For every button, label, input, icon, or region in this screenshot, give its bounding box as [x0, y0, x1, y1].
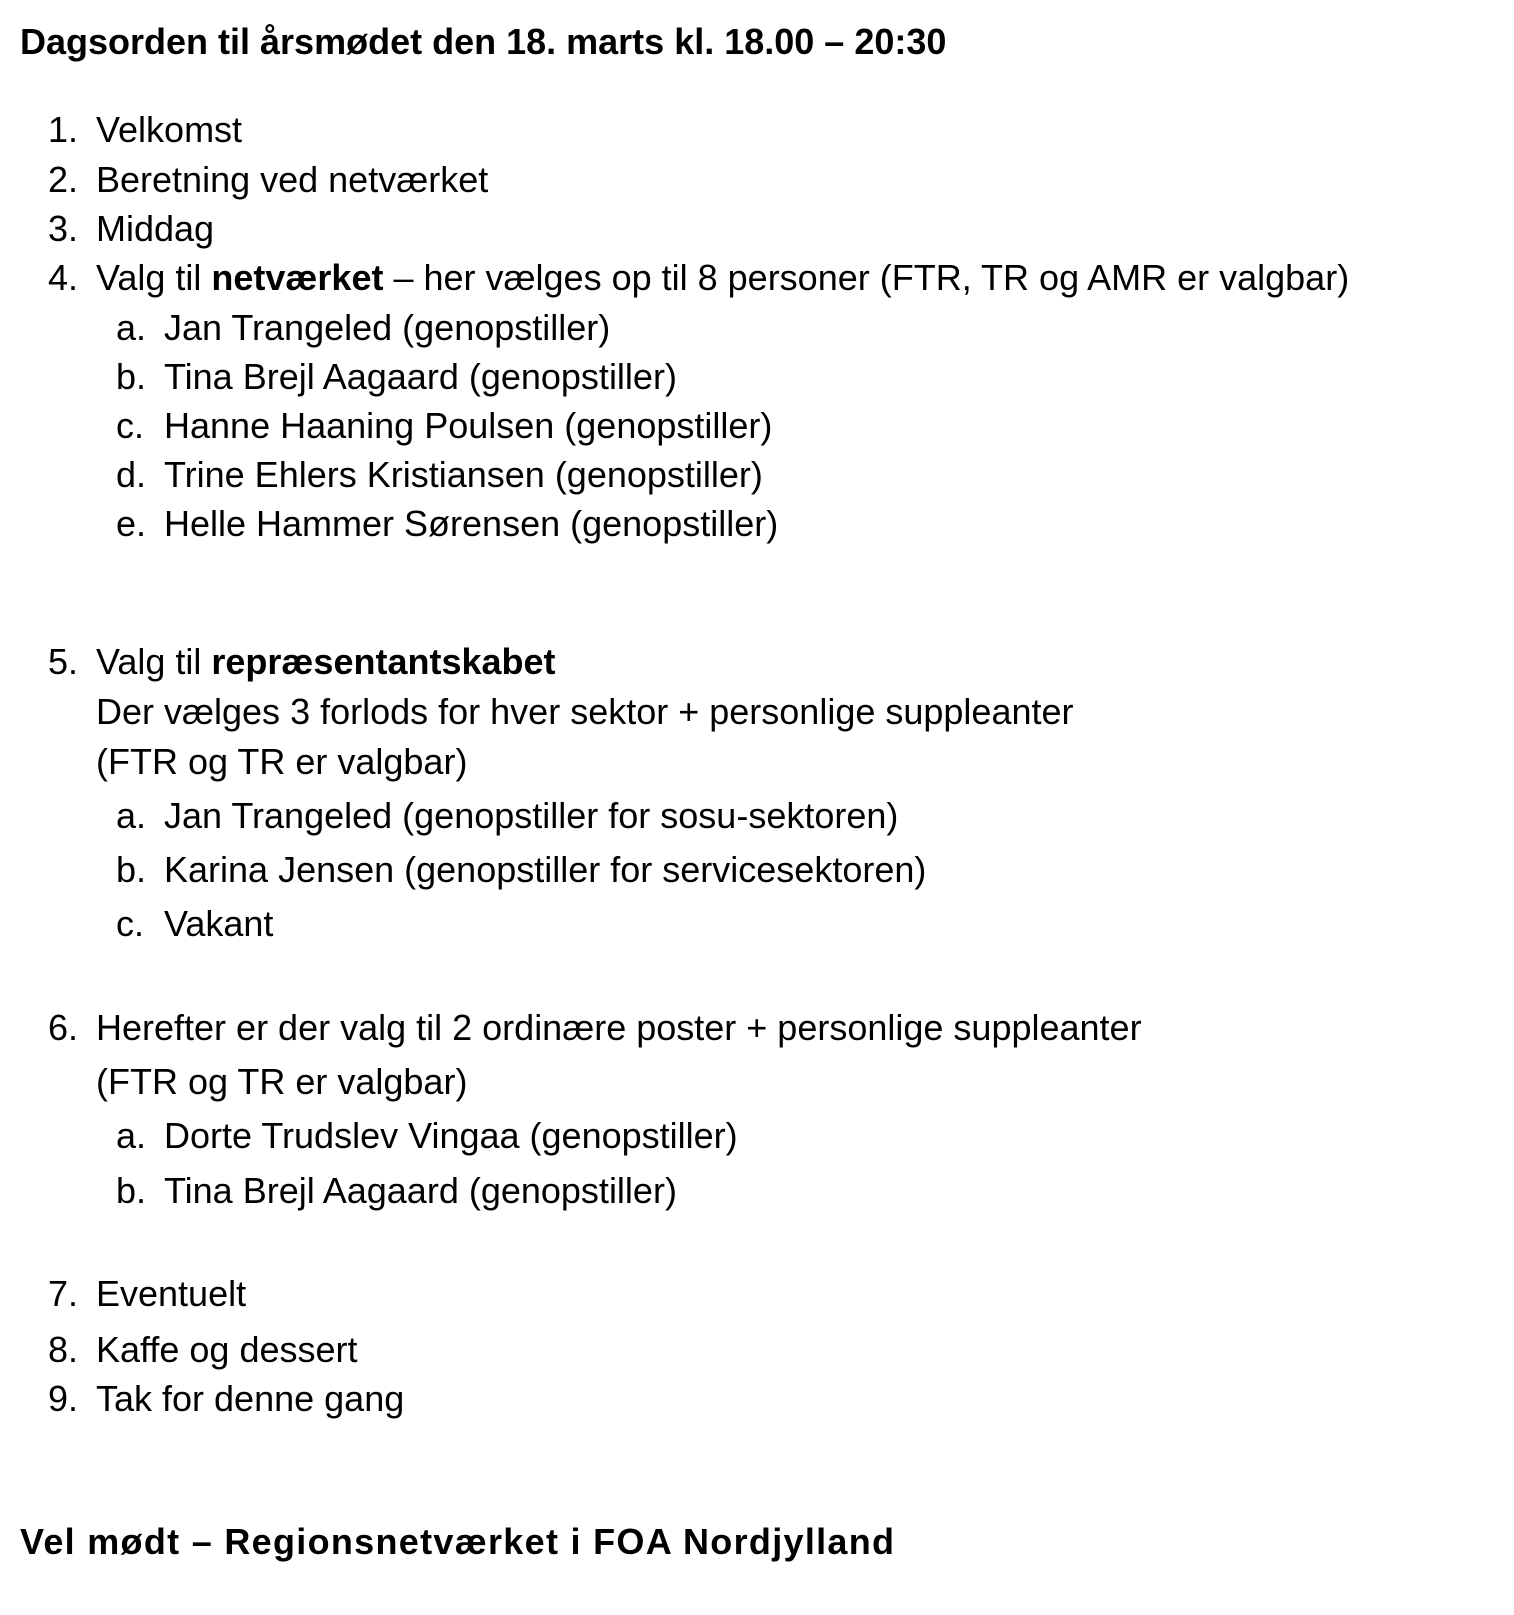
item-continuation: Der vælges 3 forlods for hver sektor + personlige suppleanter	[96, 691, 1074, 732]
item-continuation: (FTR og TR er valgbar)	[96, 1061, 468, 1102]
closing-signature: Vel mødt – Regionsnetværket i FOA Nordjylland	[20, 1521, 896, 1562]
sub-item	[116, 848, 926, 892]
sub-letter: c.	[116, 405, 145, 446]
item-number: 5.	[48, 641, 79, 682]
sub-text: Hanne Haaning Poulsen (genopstiller)	[164, 405, 773, 446]
agenda-item	[48, 1377, 404, 1421]
item-number: 7.	[48, 1273, 79, 1314]
item-text-pre: Valg til	[96, 257, 212, 298]
sub-text: Trine Ehlers Kristiansen (genopstiller)	[164, 454, 763, 495]
sub-item	[116, 306, 610, 350]
sub-item	[116, 902, 273, 946]
item-text: Beretning ved netværket	[96, 159, 489, 200]
sub-item	[116, 453, 763, 497]
item-text-post: – her vælges op til 8 personer (FTR, TR og AMR er valgbar)	[383, 257, 1350, 298]
item-text: Kaffe og dessert	[96, 1329, 358, 1370]
sub-item	[116, 502, 778, 546]
sub-text: Dorte Trudslev Vingaa (genopstiller)	[164, 1115, 738, 1156]
sub-text: Tina Brejl Aagaard (genopstiller)	[164, 1170, 677, 1211]
sub-text: Vakant	[164, 903, 274, 944]
item-text-pre: Valg til	[96, 641, 212, 682]
agenda-item	[48, 640, 556, 684]
sub-letter: a.	[116, 307, 147, 348]
item-text: Middag	[96, 208, 215, 249]
item-number: 8.	[48, 1329, 79, 1370]
sub-item	[116, 404, 772, 448]
sub-item	[116, 1169, 677, 1213]
sub-text: Jan Trangeled (genopstiller)	[164, 307, 611, 348]
item-number: 9.	[48, 1378, 79, 1419]
sub-letter: b.	[116, 1170, 147, 1211]
sub-item	[116, 1114, 738, 1158]
agenda-item	[48, 256, 1349, 300]
page-title: Dagsorden til årsmødet den 18. marts kl. 18.00 – 20:30	[20, 21, 947, 62]
sub-text: Helle Hammer Sørensen (genopstiller)	[164, 503, 779, 544]
item-text: Velkomst	[96, 109, 243, 150]
agenda-item	[48, 207, 214, 251]
agenda-item	[48, 108, 242, 152]
item-text-bold: repræsentantskabet	[211, 641, 556, 682]
sub-letter: a.	[116, 1115, 147, 1156]
item-text: Tak for denne gang	[96, 1378, 405, 1419]
sub-letter: c.	[116, 903, 145, 944]
item-number: 4.	[48, 257, 79, 298]
item-text: Eventuelt	[96, 1273, 247, 1314]
item-number: 3.	[48, 208, 79, 249]
sub-letter: b.	[116, 849, 147, 890]
item-number: 6.	[48, 1007, 79, 1048]
agenda-item	[48, 158, 488, 202]
item-continuation: (FTR og TR er valgbar)	[96, 741, 468, 782]
sub-text: Karina Jensen (genopstiller for servicesektoren)	[164, 849, 927, 890]
sub-item	[116, 355, 677, 399]
sub-text: Tina Brejl Aagaard (genopstiller)	[164, 356, 677, 397]
item-number: 2.	[48, 159, 79, 200]
agenda-item	[48, 1328, 358, 1372]
item-text-bold: netværket	[211, 257, 384, 298]
sub-text: Jan Trangeled (genopstiller for sosu-sektoren)	[164, 795, 899, 836]
sub-letter: d.	[116, 454, 147, 495]
item-number: 1.	[48, 109, 79, 150]
sub-item	[116, 794, 898, 838]
agenda-item	[48, 1272, 246, 1316]
sub-letter: b.	[116, 356, 147, 397]
agenda-item	[48, 1006, 1142, 1050]
sub-letter: e.	[116, 503, 147, 544]
sub-letter: a.	[116, 795, 147, 836]
item-text: Herefter er der valg til 2 ordinære poster + personlige suppleanter	[96, 1007, 1142, 1048]
